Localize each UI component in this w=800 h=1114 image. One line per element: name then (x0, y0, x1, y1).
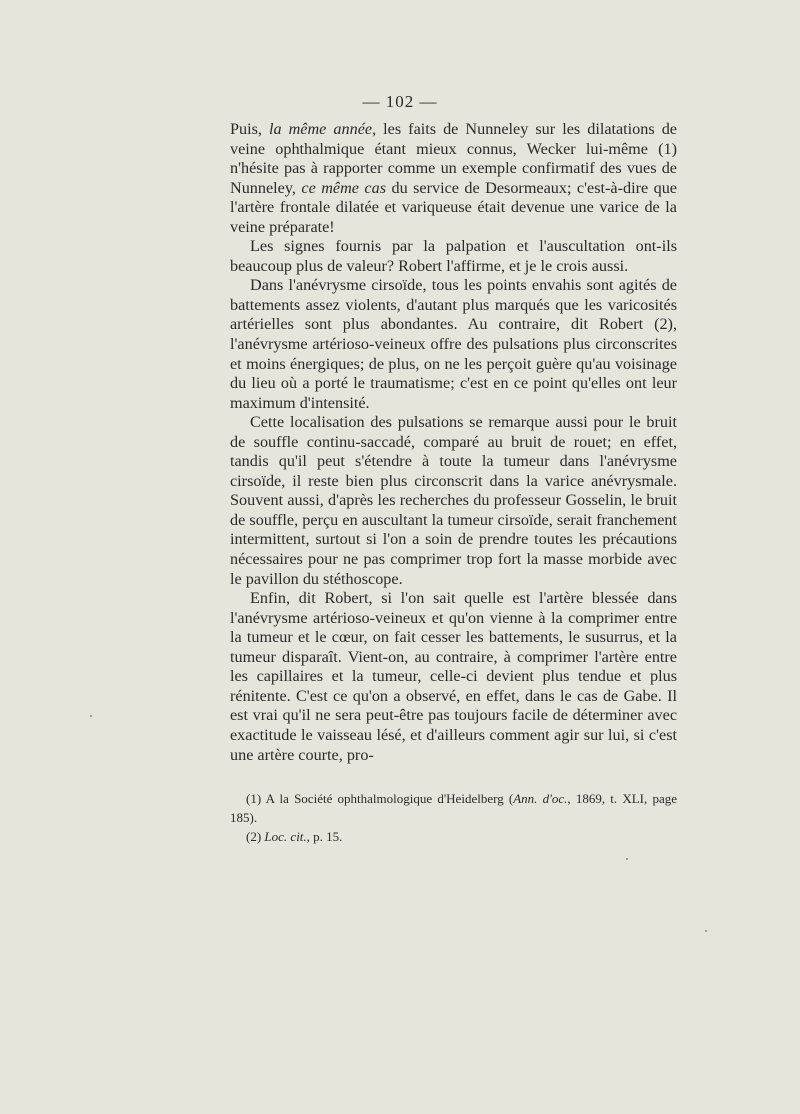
text-run: Les signes fournis par la palpation et l'auscultation ont-ils beaucoup plus de valeur? Robert l'affirme, et je le crois aussi. (230, 237, 677, 275)
text-run-italic: Loc. cit. (264, 829, 307, 844)
paragraph (230, 276, 677, 413)
text-run: Cette localisation des pulsations se remarque aussi pour le bruit de souffle continu-saccadé, comparé au bruit de rouet; en effet, tandis qu'il peut s'étendre à toute la tumeur dans l'anévrysme cirsoïde, il reste bien plus circonscrit dans la varice anévrysmale. Souvent aussi, d'après les recherches du professeur Gosselin, le bruit de souffle, perçu en auscultant la tumeur cirsoïde, serait franchement intermittent, surtout si l'on a soin de prendre toutes les précautions nécessaires pour ne pas comprimer trop fort la masse morbide avec le pavillon du stéthoscope. (230, 413, 677, 588)
paragraph (230, 589, 677, 765)
text-run: , les faits de Nunneley sur les dilatations de veine ophthalmique étant mieux connus, Wecker lui-même (1) n'hésite pas à rapporter comme un exemple confirmatif des vues de Nunneley, (230, 120, 677, 197)
footnotes (230, 789, 677, 846)
paragraph (230, 120, 677, 237)
text-run: , p. 15. (306, 829, 343, 844)
body-text (230, 120, 677, 765)
paper-speck (626, 858, 628, 860)
text-run-italic: Ann. d'oc. (513, 791, 568, 806)
text-run-italic: ce même cas (301, 178, 387, 197)
paper-speck (705, 930, 707, 932)
text-run: Dans l'anévrysme cirsoïde, tous les points envahis sont agités de battements assez violents, d'autant plus marqués que les varicosités artérielles sont plus abondantes. Au contraire, dit Robert (2), l'anévrysme artérioso-veineux offre des pulsations plus circonscrites et moins énergiques; de plus, on ne les perçoit guère qu'au voisinage du lieu où a porté le traumatisme; c'est en ce point qu'elles ont leur maximum d'intensité. (230, 276, 677, 412)
text-run-italic: la même année (268, 120, 373, 138)
paper-speck (90, 715, 92, 717)
text-run: du service de Desormeaux; c'est-à-dire que l'artère frontale dilatée et variqueuse était devenue une varice de la veine préparate! (230, 178, 677, 236)
page-number: — 102 — (362, 92, 438, 111)
text-run: , 1869, t. XLI, page 185). (230, 791, 677, 825)
text-run: (2) (246, 829, 265, 844)
text-run: Enfin, dit Robert, si l'on sait quelle est l'artère blessée dans l'anévrysme artérioso-veineux et qu'on vienne à la comprimer entre la tumeur et le cœur, on fait cesser les battements, le susurrus, et la tumeur disparaît. Vient-on, au contraire, à comprimer l'artère entre les capillaires et la tumeur, celle-ci devient plus tendue et plus rénitente. C'est ce qu'on a observé, en effet, dans le cas de Gabe. Il est vrai qu'il ne sera peut-être pas toujours facile de déterminer avec exactitude le vaisseau lésé, et d'ailleurs comment agir sur lui, si c'est une artère courte, pro- (230, 589, 677, 764)
text-run: Puis, (230, 120, 269, 138)
paragraph (230, 413, 677, 589)
footnote (230, 789, 677, 827)
paragraph (230, 237, 677, 276)
text-run: (1) A la Société ophthalmologique d'Heidelberg ( (246, 791, 514, 806)
footnote (230, 827, 677, 846)
